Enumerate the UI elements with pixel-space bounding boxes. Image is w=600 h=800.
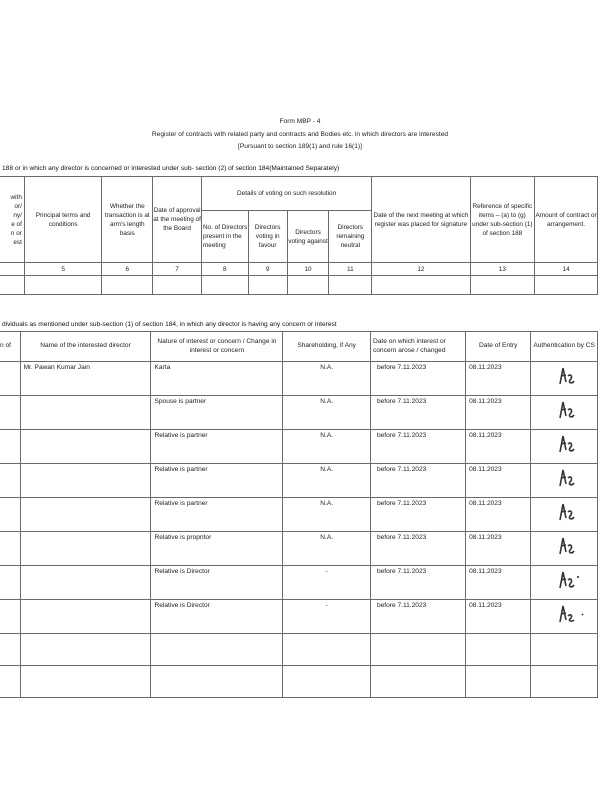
- date-arose-cell: before 7.11.2023: [370, 498, 465, 532]
- colnum-cell: 8: [201, 263, 248, 276]
- nature-cell: Relative is partner: [151, 464, 283, 498]
- colnum-cell: 11: [329, 263, 372, 276]
- colnum-cell: 12: [372, 263, 470, 276]
- col-arms-length: Whether the transaction is at arm's length basis: [102, 177, 153, 263]
- signature-cell: [531, 362, 598, 396]
- signature-cell: [531, 430, 598, 464]
- colnum-cell: 5: [24, 263, 102, 276]
- colnum-cell: 10: [287, 263, 329, 276]
- date-entry-cell: 08.11.2023: [466, 600, 531, 634]
- nature-cell: Relative is propritor: [151, 532, 283, 566]
- table-row: [0, 430, 598, 464]
- director-cell: [20, 430, 151, 464]
- signature-cell: [531, 532, 598, 566]
- col-remaining-neutral: Directors remaining neutral: [329, 211, 372, 263]
- colnum-cell: [0, 263, 24, 276]
- signature-mark: [557, 398, 577, 420]
- signature-mark: [557, 432, 577, 454]
- signature-cell: [531, 600, 598, 634]
- nature-cell: Spouse is partner: [151, 396, 283, 430]
- col-principal-terms: Principal terms and conditions: [24, 177, 102, 263]
- date-arose-cell: before 7.11.2023: [370, 396, 465, 430]
- colnum-cell: 9: [248, 263, 287, 276]
- table-row: [0, 600, 598, 634]
- shareholding-cell: N.A.: [283, 498, 371, 532]
- date-entry-cell: 08.11.2023: [466, 430, 531, 464]
- blank-entry-row: [0, 276, 598, 295]
- col-first-partial: n of: [0, 332, 20, 362]
- table-row: [0, 634, 598, 666]
- col-reference: Reference of specific items – (a) to (g) under sub-section (1) of section 188: [470, 177, 535, 263]
- date-entry-cell: 08.11.2023: [466, 498, 531, 532]
- colnum-cell: 13: [470, 263, 535, 276]
- director-cell: Mr. Pawan Kumar Jain: [20, 362, 151, 396]
- shareholding-cell: N.A.: [283, 464, 371, 498]
- table-row: [0, 362, 598, 396]
- signature-cell: [531, 498, 598, 532]
- date-arose-cell: before 7.11.2023: [370, 600, 465, 634]
- nature-cell: Karta: [151, 362, 283, 396]
- date-entry-cell: 08.11.2023: [466, 566, 531, 600]
- director-cell: [20, 464, 151, 498]
- table-row: [0, 666, 598, 698]
- col-no-directors: No. of Directors present in the meeting: [201, 211, 248, 263]
- col-interested-director: Name of the interested director: [20, 332, 151, 362]
- interest-table: [0, 331, 598, 698]
- signature-mark: [557, 602, 587, 624]
- nature-cell: Relative is partner: [151, 430, 283, 464]
- signature-mark: [557, 500, 577, 522]
- colnum-cell: 14: [535, 263, 598, 276]
- col-authentication: Authentication by CS: [531, 332, 598, 362]
- table-row: [0, 566, 598, 600]
- col-voting-favour: Directors voting in favour: [248, 211, 287, 263]
- contracts-table: [0, 176, 598, 295]
- col-date-approval: Date of approval at the meeting of the Board: [153, 177, 202, 263]
- col-amount: Amount of contract or arrangement.: [535, 177, 598, 263]
- column-number-row: [0, 263, 598, 276]
- shareholding-cell: N.A.: [283, 362, 371, 396]
- colnum-cell: 7: [153, 263, 202, 276]
- date-arose-cell: before 7.11.2023: [370, 532, 465, 566]
- col-date-arose: Date on which interest or concern arose / changed: [370, 332, 465, 362]
- date-arose-cell: before 7.11.2023: [370, 566, 465, 600]
- signature-cell: [531, 566, 598, 600]
- col-date-entry: Date of Entry: [466, 332, 531, 362]
- date-entry-cell: 08.11.2023: [466, 532, 531, 566]
- director-cell: [20, 566, 151, 600]
- table-row: [0, 464, 598, 498]
- col-voting-group: Details of voting on such resolution: [201, 177, 371, 211]
- shareholding-cell: N.A.: [283, 396, 371, 430]
- col-next-meeting: Date of the next meeting at which register was placed for signature: [372, 177, 470, 263]
- director-cell: [20, 532, 151, 566]
- nature-cell: Relative is Director: [151, 566, 283, 600]
- col-voting-against: Directors voting against: [287, 211, 329, 263]
- shareholding-cell: -: [283, 600, 371, 634]
- signature-mark: [557, 466, 577, 488]
- shareholding-cell: N.A.: [283, 532, 371, 566]
- section1-caption: 188 or in which any director is concerned or interested under sub- section (2) of section 184(Maintained Separately): [2, 165, 340, 172]
- col-partial-header: with or/ ny/ e of n or est: [0, 177, 24, 263]
- date-entry-cell: 08.11.2023: [466, 362, 531, 396]
- nature-cell: Relative is partner: [151, 498, 283, 532]
- register-title: Register of contracts with related party and contracts and Bodies etc. in which directors are interested: [151, 131, 449, 138]
- signature-mark: [557, 534, 577, 556]
- nature-cell: Relative is Director: [151, 600, 283, 634]
- col-shareholding: Shareholding, if Any: [283, 332, 371, 362]
- signature-mark: [557, 364, 577, 386]
- pursuant-note: [Pursuant to section 189(1) and rule 16(1)]: [238, 143, 362, 150]
- date-entry-cell: 08.11.2023: [466, 396, 531, 430]
- table-row: [0, 396, 598, 430]
- date-arose-cell: before 7.11.2023: [370, 464, 465, 498]
- table-row: [0, 532, 598, 566]
- date-arose-cell: before 7.11.2023: [370, 362, 465, 396]
- date-arose-cell: before 7.11.2023: [370, 430, 465, 464]
- shareholding-cell: N.A.: [283, 430, 371, 464]
- table-row: [0, 498, 598, 532]
- director-cell: [20, 396, 151, 430]
- col-nature: Nature of interest or concern / Change in interest or concern: [151, 332, 283, 362]
- signature-cell: [531, 396, 598, 430]
- date-entry-cell: 08.11.2023: [466, 464, 531, 498]
- section2-caption: dividuals as mentioned under sub-section (1) of section 184, in which any director is having any concern or interest: [2, 321, 337, 328]
- director-cell: [20, 498, 151, 532]
- colnum-cell: 6: [102, 263, 153, 276]
- signature-cell: [531, 464, 598, 498]
- form-title: Form MBP - 4: [279, 118, 321, 125]
- shareholding-cell: -: [283, 566, 371, 600]
- director-cell: [20, 600, 151, 634]
- signature-mark: [557, 568, 581, 590]
